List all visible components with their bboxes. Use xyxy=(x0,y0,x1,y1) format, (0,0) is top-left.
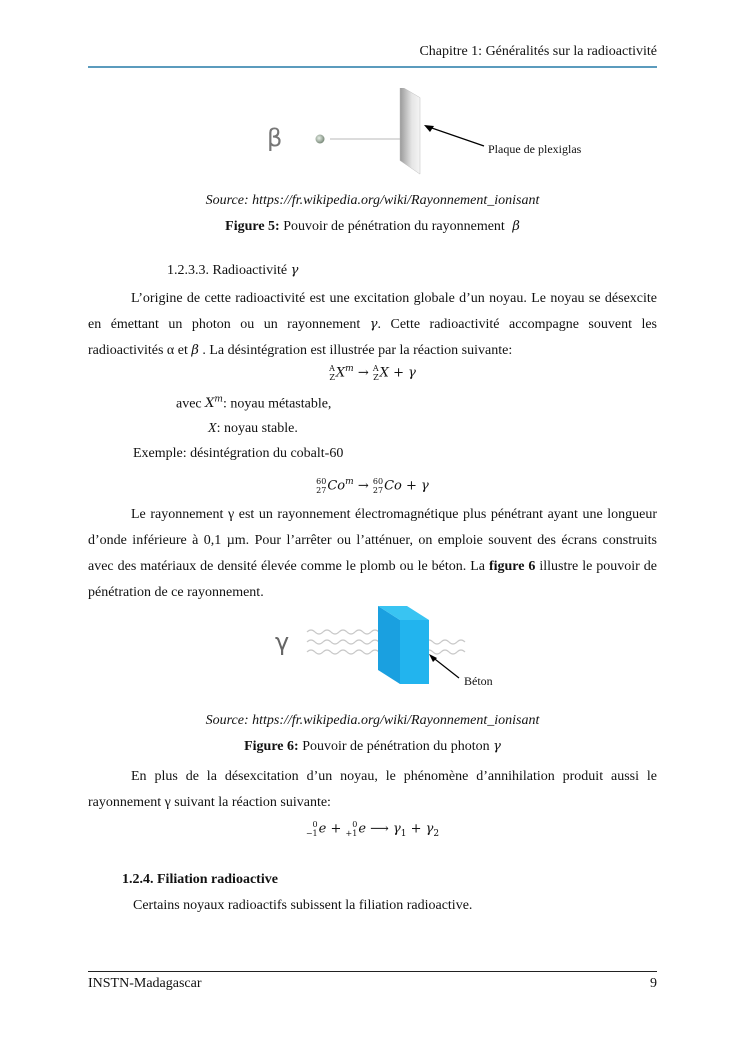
eq1-mass-number-2: A xyxy=(372,364,379,373)
eq2-gamma: γ xyxy=(421,478,429,494)
page-header: Chapitre 1: Généralités sur la radioactivité xyxy=(419,44,657,59)
def-x-stable: X xyxy=(208,421,217,436)
eq2-mass-2: 60 xyxy=(372,477,384,486)
paragraph-annihilation xyxy=(88,764,657,816)
eq1-plus: + xyxy=(393,365,404,381)
figure-6-caption-text: Pouvoir de pénétration du photon xyxy=(298,739,494,754)
para1-beta: β xyxy=(191,343,199,358)
figure-6-illustration xyxy=(265,606,525,701)
eq1-nucleus-2: X xyxy=(379,365,389,381)
eq3-minus-one: −1 xyxy=(305,829,318,838)
eq2-plus: + xyxy=(405,478,417,494)
figure-5-caption xyxy=(88,219,657,235)
section-1-2-3-3-title xyxy=(167,263,298,279)
figure-6-caption-label: Figure 6: xyxy=(244,739,299,754)
footer-organization: INSTN-Madagascar xyxy=(88,976,202,991)
eq3-sub-2: 2 xyxy=(433,829,440,840)
eq2-cobalt: Co xyxy=(327,478,346,494)
header-divider xyxy=(88,66,657,68)
equation-gamma-decay xyxy=(88,364,657,382)
eq1-nucleus: X xyxy=(335,365,346,381)
equation-cobalt xyxy=(88,477,657,495)
eq3-plus-2: + xyxy=(410,821,422,837)
eq3-zero-2: 0 xyxy=(352,820,358,829)
eq3-electron: e xyxy=(318,821,327,837)
section-1-2-4-text: Certains noyaux radioactifs subissent la filiation radioactive. xyxy=(133,898,473,913)
eq1-mass-number: A xyxy=(329,364,335,373)
eq2-arrow: → xyxy=(357,478,369,494)
avec-text: avec xyxy=(176,396,206,412)
para1-text-b: . Cette radioactivité accompagne souvent les radioactivités α et xyxy=(88,317,658,358)
definition-stable xyxy=(208,421,298,437)
section-1-2-4-title: 1.2.4. Filiation radioactive xyxy=(122,872,278,887)
eq1-metastable: m xyxy=(345,364,354,375)
concrete-label: Béton xyxy=(464,674,493,688)
figure-6-reference: figure 6 xyxy=(488,559,536,574)
eq2-metastable: m xyxy=(345,477,354,488)
eq3-plus-1: + xyxy=(330,821,342,837)
para3-text: En plus de la désexcitation d’un noyau, le phénomène d’annihilation produit aussi le rayonnement γ suivant la réaction suivante: xyxy=(88,769,657,810)
def-metastable-text: : noyau métastable, xyxy=(222,396,332,412)
eq3-arrow: ⟶ xyxy=(370,821,389,837)
figure-6-source: Source: https://fr.wikipedia.org/wiki/Rayonnement_ionisant xyxy=(205,713,540,728)
figure-5-diagram xyxy=(260,88,600,178)
eq1-atomic-number-2: Z xyxy=(373,373,379,382)
para1-text-a: L’origine de cette radioactivité est une excitation globale d’un noyau. Le noyau se désexcite en émettant un photon ou un rayonnement xyxy=(88,291,657,332)
eq3-positron: e xyxy=(358,821,367,837)
eq2-mass: 60 xyxy=(316,477,327,486)
beta-symbol: β xyxy=(267,124,283,152)
label-pointer xyxy=(426,126,484,146)
eq2-atomic-2: 27 xyxy=(372,486,384,495)
definition-metastable xyxy=(176,395,331,412)
figure-6-caption xyxy=(88,739,657,755)
footer-divider xyxy=(88,971,657,972)
figure-5-source: Source: https://fr.wikipedia.org/wiki/Rayonnement_ionisant xyxy=(205,193,540,208)
def-m: m xyxy=(214,395,223,405)
para2-text-b: illustre le pouvoir de pénétration de ce rayonnement. xyxy=(88,559,658,600)
paragraph-gamma-origin xyxy=(88,286,657,364)
para2-text-a: Le rayonnement γ est un rayonnement électromagnétique plus pénétrant ayant une longueur d’onde inférieure à 0,1 µm. Pour l’arrêter ou l’atténuer, on emploie souvent des écrans construits avec des matériaux de densité élevée comme le plomb ou le béton. La xyxy=(88,507,657,574)
eq1-atomic-number: Z xyxy=(329,373,335,382)
eq3-plus-one: +1 xyxy=(345,829,358,838)
section-title-text: 1.2.3.3. Radioactivité xyxy=(167,263,291,278)
def-stable-text: : noyau stable. xyxy=(216,421,298,436)
section-title-symbol: γ xyxy=(290,263,299,278)
figure-5-illustration xyxy=(260,88,600,178)
para1-text-c: . La désintégration est illustrée par la réaction suivante: xyxy=(198,343,513,358)
eq2-atomic: 27 xyxy=(316,486,327,495)
gamma-symbol: γ xyxy=(275,628,290,656)
eq3-gamma-2: γ xyxy=(425,821,434,837)
figure-5-caption-symbol: β xyxy=(512,219,520,234)
equation-annihilation xyxy=(88,820,657,839)
eq3-gamma-1: γ xyxy=(392,821,401,837)
figure-5-caption-text: Pouvoir de pénétration du rayonnement xyxy=(279,219,509,234)
eq2-cobalt-2: Co xyxy=(384,478,402,494)
eq3-zero-1: 0 xyxy=(312,820,318,829)
eq1-gamma: γ xyxy=(408,365,416,381)
figure-6-caption-symbol: γ xyxy=(493,739,501,754)
para1-gamma: γ xyxy=(369,317,378,332)
figure-5-caption-label: Figure 5: xyxy=(225,219,280,234)
eq3-sub-1: 1 xyxy=(400,829,407,840)
concrete-block-front xyxy=(400,620,429,684)
page-number: 9 xyxy=(650,976,657,991)
def-x: X xyxy=(205,396,215,412)
paragraph-gamma-radiation xyxy=(88,502,657,606)
eq1-arrow: → xyxy=(357,365,369,381)
beta-particle xyxy=(316,135,325,144)
plexiglas-label: Plaque de plexiglas xyxy=(488,142,582,156)
example-line: Exemple: désintégration du cobalt-60 xyxy=(133,446,344,461)
plexiglas-plate xyxy=(400,88,420,174)
